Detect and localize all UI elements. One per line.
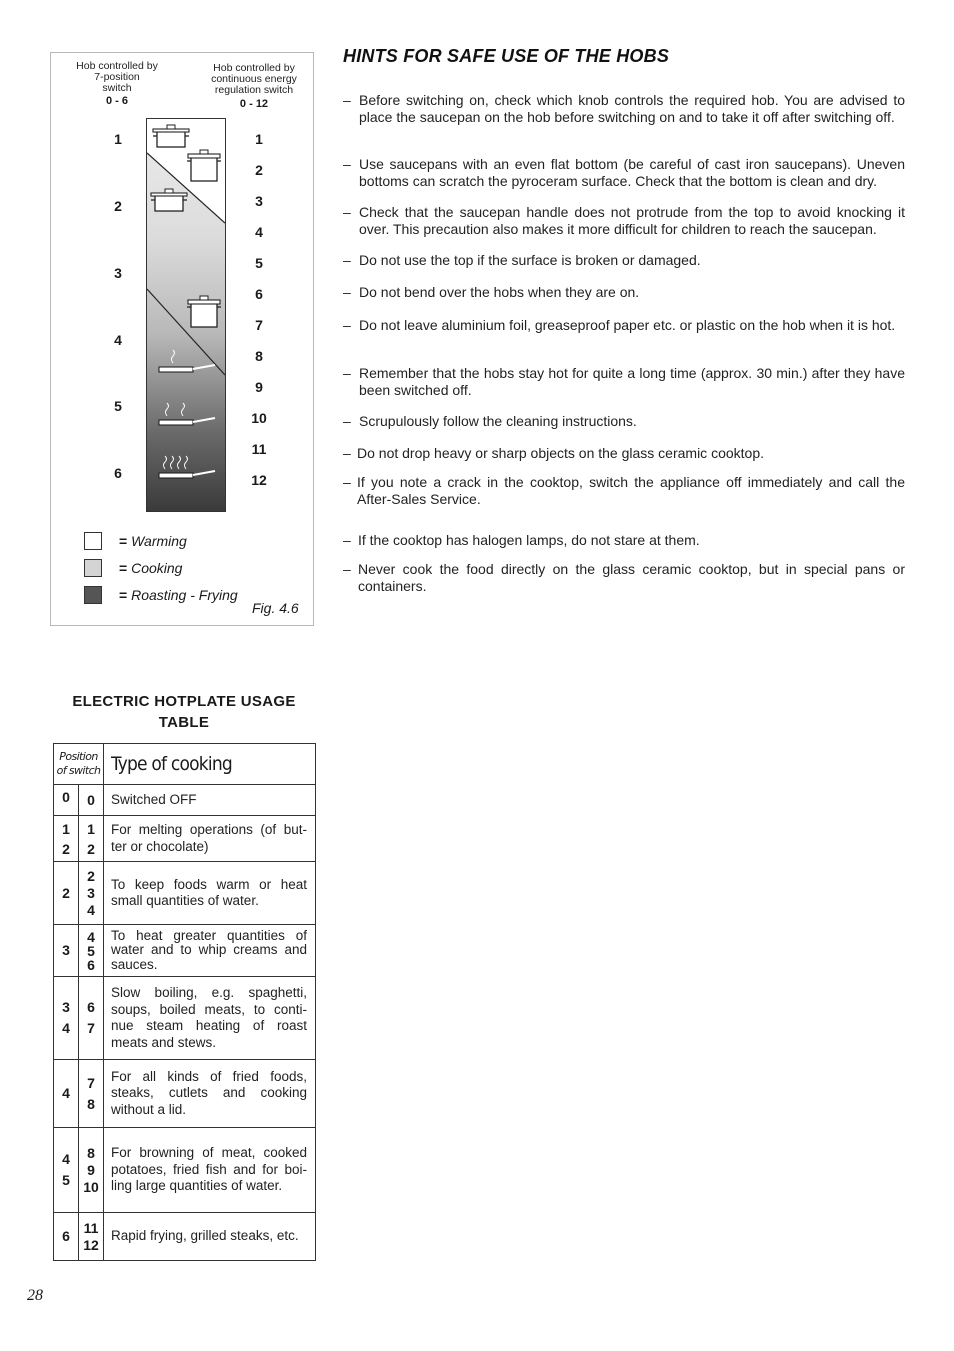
page-number: 28 <box>27 1287 43 1304</box>
cooking-description: For browning of meat, cooked potatoes, fried fish and for boi-ling large quantities of water. <box>104 1128 316 1213</box>
position-7-label: 6 <box>114 465 122 481</box>
cell-value: 8 <box>87 1095 95 1112</box>
table-row <box>54 1060 316 1128</box>
hint-item: – Never cook the food directly on the glass ceramic cooktop, but in special pans or containers. <box>343 561 905 594</box>
figure-caption: Fig. 4.6 <box>252 600 299 616</box>
position-12-cell <box>79 1213 104 1261</box>
position-12-label: 10 <box>251 410 267 426</box>
position-7-cell <box>54 1128 79 1213</box>
cell-value: 11 <box>83 1219 99 1236</box>
position-7-label: 3 <box>114 265 122 281</box>
hint-item: – Do not bend over the hobs when they are on. <box>343 284 905 301</box>
hint-text: If the cooktop has halogen lamps, do not stare at them. <box>358 532 700 548</box>
legend-roasting <box>119 587 238 603</box>
position-7-cell <box>54 816 79 862</box>
position-7-cell <box>54 1060 79 1128</box>
cell-value: 7 <box>87 1020 95 1036</box>
cell-value: 0 <box>62 789 70 805</box>
cell-value: 5 <box>87 942 95 959</box>
table-row <box>54 925 316 977</box>
hint-item: – If the cooktop has halogen lamps, do not stare at them. <box>343 532 905 549</box>
right-header-line: continuous energy <box>211 73 297 85</box>
position-12-cell <box>79 785 104 816</box>
hint-text: Use saucepans with an even flat bottom (be careful of cast iron saucepans). Uneven bottoms can scratch the pyroceram surface. Check that the bottom is clean and dry. <box>359 156 905 189</box>
cooking-description: To keep foods warm or heat small quantities of water. <box>104 862 316 925</box>
cell-value: 4 <box>62 1151 70 1167</box>
hint-text: Before switching on, check which knob controls the required hob. You are advised to place the saucepan on the hob before switching on and to take it off after switching off. <box>359 92 905 125</box>
legend-swatch-roasting <box>84 586 102 604</box>
cell-value: 1 <box>62 820 70 837</box>
right-range: 0 - 12 <box>239 98 269 110</box>
cell-value: 4 <box>62 1020 70 1036</box>
position-header-line: Position <box>59 750 98 763</box>
cell-value: 4 <box>87 928 95 945</box>
legend-label: Warming <box>131 533 187 549</box>
legend-swatch-cooking <box>84 559 102 577</box>
cell-value: 1 <box>87 820 95 837</box>
hint-item: – If you note a crack in the cooktop, switch the appliance off immediately and call the After-Sales Service. <box>343 474 905 507</box>
position-7-label: 5 <box>114 398 122 414</box>
cell-value: 9 <box>87 1161 95 1178</box>
cell-value: 12 <box>83 1236 99 1253</box>
hint-item: – Do not drop heavy or sharp objects on the glass ceramic cooktop. <box>343 445 905 462</box>
position-12-label: 6 <box>255 286 263 302</box>
position-7-cell <box>54 785 79 816</box>
cooking-description: For melting operations (of but-ter or chocolate) <box>104 816 316 862</box>
legend-cooking <box>119 560 182 576</box>
legend-swatch-warming <box>84 532 102 550</box>
left-column-header <box>63 61 171 94</box>
position-12-label: 11 <box>251 441 267 457</box>
cooking-description: Rapid frying, grilled steaks, etc. <box>104 1213 316 1261</box>
legend-warming <box>119 533 187 549</box>
saucepan-icon <box>151 189 187 211</box>
frying-pan-icon <box>159 350 215 372</box>
hint-text: Scrupulously follow the cleaning instructions. <box>359 413 637 429</box>
table-title-line: ELECTRIC HOTPLATE USAGE <box>72 693 296 710</box>
hint-item: – Check that the saucepan handle does not protrude from the top to avoid knocking it over. This precaution also makes it more difficult for children to reach the saucepan. <box>343 204 905 237</box>
cell-value: 5 <box>62 1172 70 1188</box>
position-7-label: 2 <box>114 198 122 214</box>
stockpot-icon <box>187 296 221 327</box>
type-of-cooking-header: Type of cooking <box>104 744 316 785</box>
position-12-cell <box>79 862 104 925</box>
left-header-line: switch <box>102 82 132 94</box>
table-title <box>53 691 315 733</box>
hob-control-figure <box>50 52 314 626</box>
hint-text: Check that the saucepan handle does not protrude from the top to avoid knocking it over. This precaution also makes it more difficult for children to reach the saucepan. <box>359 204 905 237</box>
table-title-line: TABLE <box>158 714 210 731</box>
hint-item: – Remember that the hobs stay hot for quite a long time (approx. 30 min.) after they have been switched off. <box>343 365 905 398</box>
right-column-header <box>201 63 307 96</box>
position-12-label: 12 <box>251 472 267 488</box>
cooking-description: Switched OFF <box>104 785 316 816</box>
cell-value: 4 <box>62 1085 70 1101</box>
hint-text: If you note a crack in the cooktop, switch the appliance off immediately and call the After-Sales Service. <box>357 474 905 507</box>
table-header-row <box>54 744 316 785</box>
cell-value: 4 <box>87 901 95 918</box>
right-header-line: regulation switch <box>214 84 294 96</box>
cell-value: 2 <box>87 840 95 857</box>
hint-text: Do not leave aluminium foil, greaseproof paper etc. or plastic on the hob when it is hot. <box>359 317 896 333</box>
table-row <box>54 1213 316 1261</box>
heat-level-bar <box>146 118 226 512</box>
legend-equals: = <box>119 533 128 549</box>
stockpot-icon <box>187 150 221 181</box>
position-12-cell <box>79 1060 104 1128</box>
cell-value: 3 <box>87 884 95 901</box>
cell-value: 2 <box>62 884 70 901</box>
frying-pan-icon <box>159 403 215 425</box>
cooking-description: For all kinds of fried foods, steaks, cutlets and cooking without a lid. <box>104 1060 316 1128</box>
frying-pan-icon <box>159 456 215 478</box>
hints-title: HINTS FOR SAFE USE OF THE HOBS <box>343 46 670 66</box>
position-header-line: of switch <box>56 764 101 777</box>
hint-item: – Use saucepans with an even flat bottom (be careful of cast iron saucepans). Uneven bottoms can scratch the pyroceram surface. Check that the bottom is clean and dry. <box>343 156 905 189</box>
legend-label: Roasting - Frying <box>131 587 238 603</box>
cell-value: 3 <box>62 999 70 1015</box>
position-7-cell <box>54 977 79 1060</box>
position-header <box>54 744 104 785</box>
table-row <box>54 785 316 816</box>
position-7-cell <box>54 1213 79 1261</box>
cell-value: 10 <box>83 1178 99 1195</box>
legend-label: Cooking <box>131 560 183 576</box>
cell-value: 2 <box>62 840 70 857</box>
cell-value: 6 <box>87 999 95 1015</box>
hint-text: Do not use the top if the surface is broken or damaged. <box>359 252 701 268</box>
right-header-line: Hob controlled by <box>213 62 295 74</box>
hint-text: Never cook the food directly on the glass ceramic cooktop, but in special pans or containers. <box>358 561 905 594</box>
position-12-label: 2 <box>255 162 263 178</box>
hint-item: – Do not leave aluminium foil, greaseproof paper etc. or plastic on the hob when it is hot. <box>343 317 905 334</box>
hint-item: – Do not use the top if the surface is broken or damaged. <box>343 252 905 269</box>
position-12-label: 8 <box>255 348 263 364</box>
cell-value: 2 <box>87 867 95 884</box>
cooking-description: Slow boiling, e.g. spaghetti, soups, boiled meats, to conti-nue steam heating of roast meats and stews. <box>104 977 316 1060</box>
hint-text: Do not drop heavy or sharp objects on the glass ceramic cooktop. <box>357 445 764 461</box>
cell-value: 8 <box>87 1144 95 1161</box>
position-12-cell <box>79 816 104 862</box>
position-7-label: 1 <box>114 131 122 147</box>
table-row <box>54 1128 316 1213</box>
position-12-cell <box>79 977 104 1060</box>
legend-equals: = <box>119 587 128 603</box>
position-7-label: 4 <box>114 332 122 348</box>
position-7-cell <box>54 862 79 925</box>
cell-value: 7 <box>87 1074 95 1091</box>
hint-text: Remember that the hobs stay hot for quite a long time (approx. 30 min.) after they have been switched off. <box>359 365 905 398</box>
heat-zone-diagram <box>147 119 225 511</box>
cell-value: 6 <box>87 956 95 973</box>
position-12-label: 7 <box>255 317 263 333</box>
left-range: 0 - 6 <box>105 95 128 107</box>
hint-item: – Before switching on, check which knob controls the required hob. You are advised to place the saucepan on the hob before switching on and to take it off after switching off. <box>343 92 905 125</box>
cell-value: 3 <box>62 942 70 958</box>
left-header-line: 7-position <box>94 71 140 83</box>
hotplate-usage-table <box>53 743 316 1261</box>
table-row <box>54 816 316 862</box>
position-12-label: 3 <box>255 193 263 209</box>
position-7-cell <box>54 925 79 977</box>
hint-item: – Scrupulously follow the cleaning instructions. <box>343 413 905 430</box>
position-12-label: 4 <box>255 224 263 240</box>
table-row <box>54 862 316 925</box>
position-12-cell <box>79 1128 104 1213</box>
position-12-cell <box>79 925 104 977</box>
cell-value: 0 <box>87 791 95 808</box>
position-12-label: 1 <box>255 131 263 147</box>
cell-value: 6 <box>62 1228 70 1244</box>
cooking-description: To heat greater quantities of water and to whip creams and sauces. <box>104 925 316 977</box>
table-row <box>54 977 316 1060</box>
hint-text: Do not bend over the hobs when they are on. <box>359 284 640 300</box>
position-12-label: 9 <box>255 379 263 395</box>
legend-equals: = <box>119 560 128 576</box>
position-12-label: 5 <box>255 255 263 271</box>
left-header-line: Hob controlled by <box>76 60 158 72</box>
